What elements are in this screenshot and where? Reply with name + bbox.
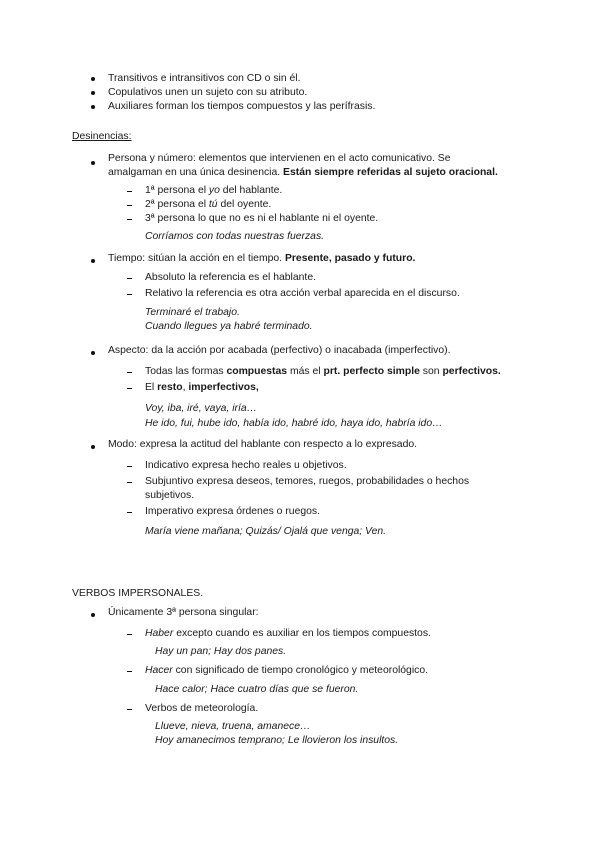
text-bold: compuestas <box>226 366 288 377</box>
text: del hablante. <box>219 185 283 196</box>
dash-icon <box>127 219 132 220</box>
bullet-icon <box>91 91 95 95</box>
bullet-icon <box>91 105 95 109</box>
bullet-icon <box>91 445 95 449</box>
dash-icon <box>127 482 132 483</box>
modo-sub-2-line2: subjetivos. <box>145 490 195 501</box>
bullet-icon <box>91 259 95 263</box>
persona-sub-1 <box>145 184 282 198</box>
text-bold: prt. perfecto simple <box>323 366 420 377</box>
dash-icon <box>127 205 132 206</box>
text: , <box>182 382 189 393</box>
list-item: Copulativos unen un sujeto con su atributo. <box>108 87 308 98</box>
text-bold: Presente, pasado y futuro. <box>284 253 416 264</box>
section-heading-desinencias: Desinencias: <box>72 131 132 142</box>
dash-icon <box>127 671 132 672</box>
impersonales-example-1: Hay un pan; Hay dos panes. <box>155 646 287 657</box>
impersonales-sub-1 <box>145 627 431 641</box>
tiempo-example-2: Cuando llegues ya habré terminado. <box>145 321 313 332</box>
modo-sub-1: Indicativo expresa hecho reales u objetivos. <box>145 460 347 471</box>
persona-line2-bold: Están siempre referidas al sujeto oracional. <box>283 167 498 178</box>
list-item: Auxiliares forman los tiempos compuestos y las perífrasis. <box>108 101 376 112</box>
text: Tiempo: sitúan la acción en el tiempo. <box>108 253 285 264</box>
modo-sub-2-line1: Subjuntivo expresa deseos, temores, ruegos, probabilidades o hechos <box>145 476 470 487</box>
text: 1ª persona el <box>145 185 209 196</box>
aspecto-sub-1 <box>145 365 501 379</box>
text-italic: Hacer <box>145 665 173 676</box>
dash-icon <box>127 466 132 467</box>
bullet-icon <box>91 351 95 355</box>
text: excepto cuando es auxiliar en los tiempos compuestos. <box>173 628 431 639</box>
impersonales-item: Únicamente 3ª persona singular: <box>108 607 259 618</box>
text-italic: tú <box>208 199 218 210</box>
modo-line: Modo: expresa la actitud del hablante con respecto a lo expresado. <box>108 439 418 450</box>
aspecto-line: Aspecto: da la acción por acabada (perfectivo) o inacabada (imperfectivo). <box>108 345 451 356</box>
modo-example: María viene mañana; Quizás/ Ojalá que venga; Ven. <box>145 526 387 537</box>
text-italic: yo <box>208 185 220 196</box>
section-heading-impersonales: VERBOS IMPERSONALES. <box>72 588 204 599</box>
impersonales-sub-2 <box>145 664 428 678</box>
text-bold: perfectivos. <box>442 366 501 377</box>
bullet-icon <box>91 77 95 81</box>
impersonales-example-3b: Hoy amanecimos temprano; Le llovieron los insultos. <box>155 735 399 746</box>
tiempo-sub-2: Relativo la referencia es otra acción verbal aparecida en el discurso. <box>145 288 460 299</box>
text: 2ª persona el <box>145 199 209 210</box>
aspecto-example-2: He ido, fui, hube ido, había ido, habré ido, haya ido, habría ido… <box>145 418 443 429</box>
dash-icon <box>127 191 132 192</box>
text: son <box>419 366 443 377</box>
tiempo-example-1: Terminaré el trabajo. <box>145 307 240 318</box>
impersonales-example-2: Hace calor; Hace cuatro días que se fueron. <box>155 684 359 695</box>
text: del oyente. <box>217 199 272 210</box>
persona-sub-2 <box>145 198 271 212</box>
dash-icon <box>127 512 132 513</box>
text: con significado de tiempo cronológico y meteorológico. <box>172 665 429 676</box>
text-italic: Haber <box>145 628 174 639</box>
tiempo-sub-1: Absoluto la referencia es el hablante. <box>145 272 316 283</box>
impersonales-sub-3: Verbos de meteorología. <box>145 703 259 714</box>
impersonales-example-3a: Llueve, nieva, truena, amanece… <box>155 721 311 732</box>
persona-sub-3: 3ª persona lo que no es ni el hablante ni el oyente. <box>145 213 379 224</box>
dash-icon <box>127 372 132 373</box>
dash-icon <box>127 294 132 295</box>
dash-icon <box>127 709 132 710</box>
text-bold: imperfectivos, <box>188 382 259 393</box>
dash-icon <box>127 634 132 635</box>
bullet-icon <box>91 161 95 165</box>
persona-line2 <box>108 166 498 180</box>
aspecto-sub-2 <box>145 381 259 395</box>
modo-sub-3: Imperativo expresa órdenes o ruegos. <box>145 506 321 517</box>
aspecto-example-1: Voy, iba, iré, vaya, iría… <box>145 403 258 414</box>
tiempo-line <box>108 252 415 266</box>
text: El <box>145 382 158 393</box>
dash-icon <box>127 278 132 279</box>
persona-line1: Persona y número: elementos que intervienen en el acto comunicativo. Se <box>108 153 451 164</box>
bullet-icon <box>91 613 95 617</box>
text: más el <box>287 366 324 377</box>
dash-icon <box>127 388 132 389</box>
persona-line2-text: amalgaman en una única desinencia. <box>108 167 284 178</box>
persona-example: Corríamos con todas nuestras fuerzas. <box>145 231 325 242</box>
text: Todas las formas <box>145 366 227 377</box>
list-item: Transitivos e intransitivos con CD o sin él. <box>108 73 301 84</box>
text-bold: resto <box>157 382 183 393</box>
